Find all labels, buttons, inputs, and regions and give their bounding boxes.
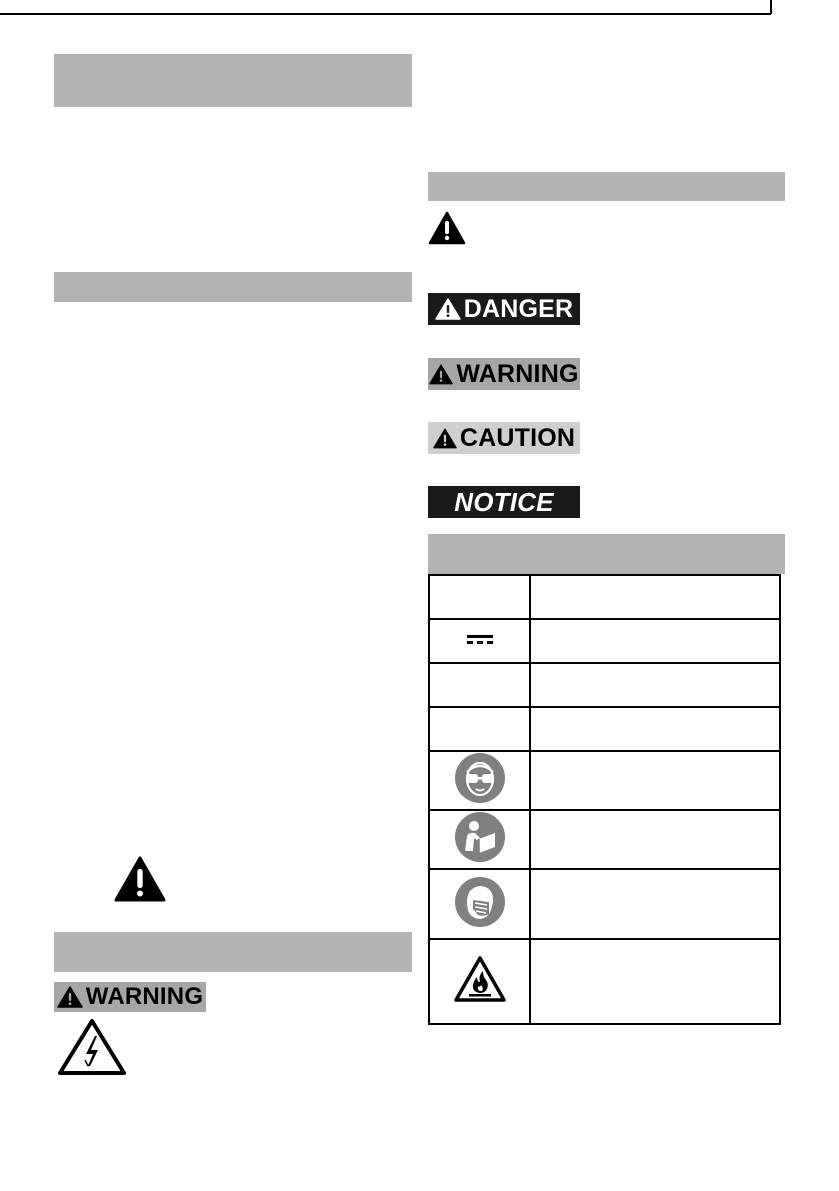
electric-shock-icon bbox=[57, 1018, 127, 1076]
read-manual-icon bbox=[454, 811, 506, 863]
direct-current-icon bbox=[466, 632, 494, 646]
section-header-band-1 bbox=[54, 54, 412, 107]
alert-triangle-icon bbox=[57, 986, 83, 1008]
table-row bbox=[429, 619, 780, 663]
alert-triangle-icon bbox=[433, 428, 457, 449]
alert-triangle-icon bbox=[428, 211, 466, 245]
danger-label bbox=[428, 293, 580, 325]
section-header-band-3 bbox=[54, 932, 412, 972]
symbol-cell bbox=[429, 663, 530, 707]
notice-label bbox=[428, 486, 580, 518]
symbol-cell bbox=[429, 707, 530, 751]
caution-label-text: CAUTION bbox=[459, 423, 576, 452]
alert-triangle-icon bbox=[114, 856, 166, 902]
description-cell bbox=[530, 939, 780, 1024]
symbol-cell bbox=[429, 869, 530, 939]
section-header-band-5 bbox=[428, 534, 785, 574]
description-cell bbox=[530, 869, 780, 939]
warning-label-text: WARNING bbox=[456, 359, 579, 388]
warning-label bbox=[54, 982, 206, 1012]
caution-label bbox=[428, 422, 580, 454]
table-row bbox=[429, 575, 780, 619]
alert-triangle-icon bbox=[435, 298, 461, 320]
description-cell bbox=[530, 663, 780, 707]
warning-label-text: WARNING bbox=[85, 983, 204, 1010]
section-header-band-2 bbox=[54, 272, 412, 302]
symbol-cell bbox=[429, 751, 530, 810]
danger-label-text: DANGER bbox=[463, 294, 574, 323]
dust-mask-icon bbox=[454, 876, 506, 928]
warning-label bbox=[428, 358, 580, 390]
table-row bbox=[429, 751, 780, 810]
table-row bbox=[429, 939, 780, 1024]
description-cell bbox=[530, 575, 780, 619]
section-header-band-4 bbox=[428, 172, 785, 201]
symbol-table bbox=[428, 574, 781, 1025]
fire-hazard-icon bbox=[453, 955, 507, 1003]
table-row bbox=[429, 663, 780, 707]
description-cell bbox=[530, 810, 780, 869]
alert-triangle-icon bbox=[429, 364, 453, 385]
description-cell bbox=[530, 619, 780, 663]
description-cell bbox=[530, 707, 780, 751]
symbol-cell bbox=[429, 810, 530, 869]
symbol-cell bbox=[429, 575, 530, 619]
table-row bbox=[429, 707, 780, 751]
eye-protection-icon bbox=[454, 752, 506, 804]
table-row bbox=[429, 869, 780, 939]
symbol-cell bbox=[429, 619, 530, 663]
symbol-cell bbox=[429, 939, 530, 1024]
description-cell bbox=[530, 751, 780, 810]
notice-label-text: NOTICE bbox=[454, 486, 554, 517]
table-row bbox=[429, 810, 780, 869]
